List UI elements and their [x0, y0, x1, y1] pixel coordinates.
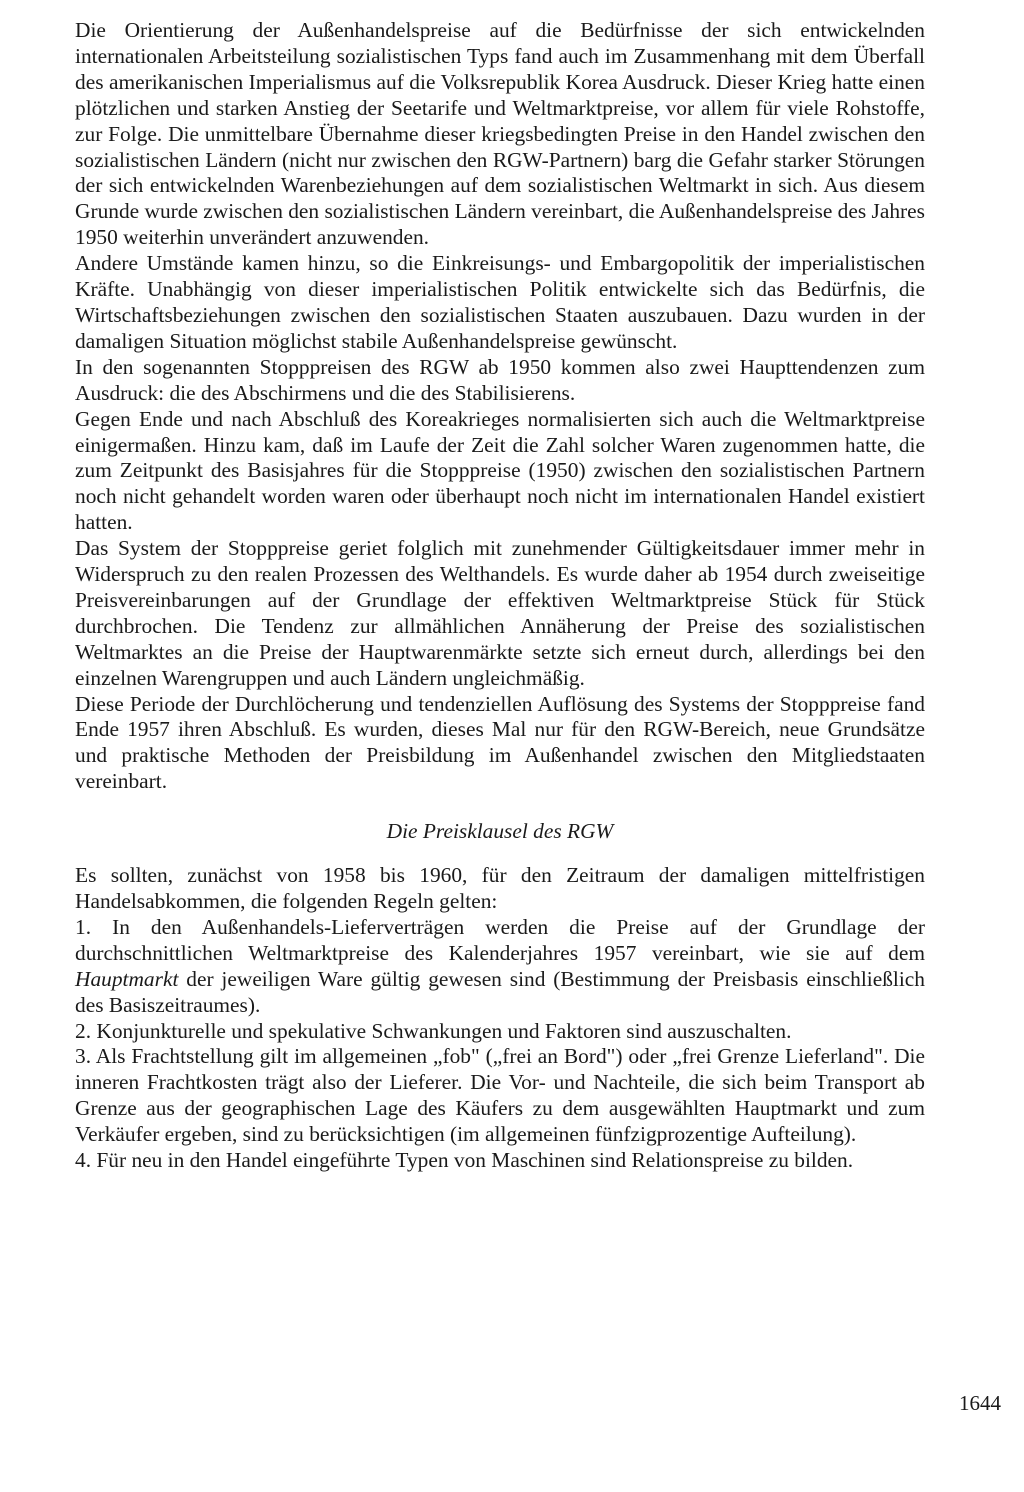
rule-1-text-before: 1. In den Außenhandels-Lieferverträgen werden die Preise auf der Grundlage der durchschnittlichen Weltmarktpreise des Kalenderjahres 1957 vereinbart, wie sie auf dem	[75, 914, 925, 965]
paragraph-korea-war: Die Orientierung der Außenhandelspreise auf die Bedürfnisse der sich entwickelnden internationalen Arbeitsteilung sozialistischen Typs fand auch im Zusammenhang mit dem Überfall des amerikanischen Imperialismus auf die Volksrepublik Korea Ausdruck. Dieser Krieg hatte einen plötzlichen und starken Anstieg der Seetarife und Weltmarktpreise, vor allem für viele Rohstoffe, zur Folge. Die unmittelbare Übernahme dieser kriegsbedingten Preise in den Handel zwischen den sozialistischen Ländern (nicht nur zwischen den RGW-Partnern) barg die Gefahr starker Störungen der sich entwickelnden Warenbeziehungen auf dem sozialistischen Weltmarkt in sich. Aus diesem Grunde wurde zwischen den sozialistischen Ländern vereinbart, die Außenhandelspreise des Jahres 1950 weiterhin unverändert anzuwenden.	[75, 18, 925, 250]
rule-2: 2. Konjunkturelle und spekulative Schwankungen und Faktoren sind auszuschalten.	[75, 1018, 792, 1043]
rule-1-text-after: der jeweiligen Ware gültig gewesen sind (Bestimmung der Preisbasis einschließlich des Basiszeitraumes).	[75, 966, 925, 1017]
section-intro: Es sollten, zunächst von 1958 bis 1960, für den Zeitraum der damaligen mittelfristigen Handelsabkommen, die folgenden Regeln gelten:	[75, 863, 925, 913]
paragraph-embargo: Andere Umstände kamen hinzu, so die Einkreisungs- und Embargopolitik der imperialistischen Kräfte. Unabhängig von dieser imperialistischen Politik entwickelte sich das Bedürfnis, die Wirtschaftsbeziehungen zwischen den sozialistischen Staaten auszubauen. Dazu wurden in der damaligen Situation möglichst stabile Außenhandelspreise gewünscht.	[75, 251, 925, 353]
paragraph-normalization: Gegen Ende und nach Abschluß des Koreakrieges normalisierten sich auch die Weltmarktpreise einigermaßen. Hinzu kam, daß im Laufe der Zeit die Zahl solcher Waren zugenommen hatte, die zum Zeitpunkt des Basisjahres für die Stopppreise (1950) zwischen den sozialistischen Partnern noch nicht gehandelt worden waren oder überhaupt noch nicht im internationalen Handel existiert hatten.	[75, 406, 925, 535]
rule-1-emphasis: Hauptmarkt	[75, 966, 179, 991]
section-heading: Die Preisklausel des RGW	[386, 819, 614, 844]
page-number: 1644	[959, 1391, 1001, 1415]
rule-4: 4. Für neu in den Handel eingeführte Typen von Maschinen sind Relationspreise zu bilden.	[75, 1148, 854, 1173]
rule-3: 3. Als Frachtstellung gilt im allgemeinen „fob" („frei an Bord") oder „frei Grenze Lieferland". Die inneren Frachtkosten trägt also der Lieferer. Die Vor- und Nachteile, die sich beim Transport ab Grenze aus der geographischen Lage des Käufers zu dem ausgewählten Hauptmarkt und zum Verkäufer ergeben, sind zu berücksichtigen (im allgemeinen fünfzigprozentige Aufteilung).	[75, 1044, 925, 1147]
rule-1	[75, 915, 925, 1019]
paragraph-period-end: Diese Periode der Durchlöcherung und tendenziellen Auflösung des Systems der Stopppreise fand Ende 1957 ihren Abschluß. Es wurden, dieses Mal nur für den RGW-Bereich, neue Grundsätze und praktische Methoden der Preisbildung im Außenhandel zwischen den Mitgliedstaaten vereinbart.	[75, 691, 925, 794]
body-text	[75, 18, 925, 1174]
paragraph-contradiction: Das System der Stopppreise geriet folglich mit zunehmender Gültigkeitsdauer immer mehr in Widerspruch zu den realen Prozessen des Welthandels. Es wurde daher ab 1954 durch zweiseitige Preisvereinbarungen auf der Grundlage der effektiven Weltmarktpreise Stück für Stück durchbrochen. Die Tendenz zur allmählichen Annäherung der Preise des sozialistischen Weltmarktes an die Preise der Hauptwarenmärkte setzte sich erneut durch, allerdings bei den einzelnen Warengruppen und auch Ländern ungleichmäßig.	[75, 536, 925, 690]
paragraph-stop-prices: In den sogenannten Stopppreisen des RGW ab 1950 kommen also zwei Haupttendenzen zum Ausdruck: die des Abschirmens und die des Stabilisierens.	[75, 354, 925, 405]
